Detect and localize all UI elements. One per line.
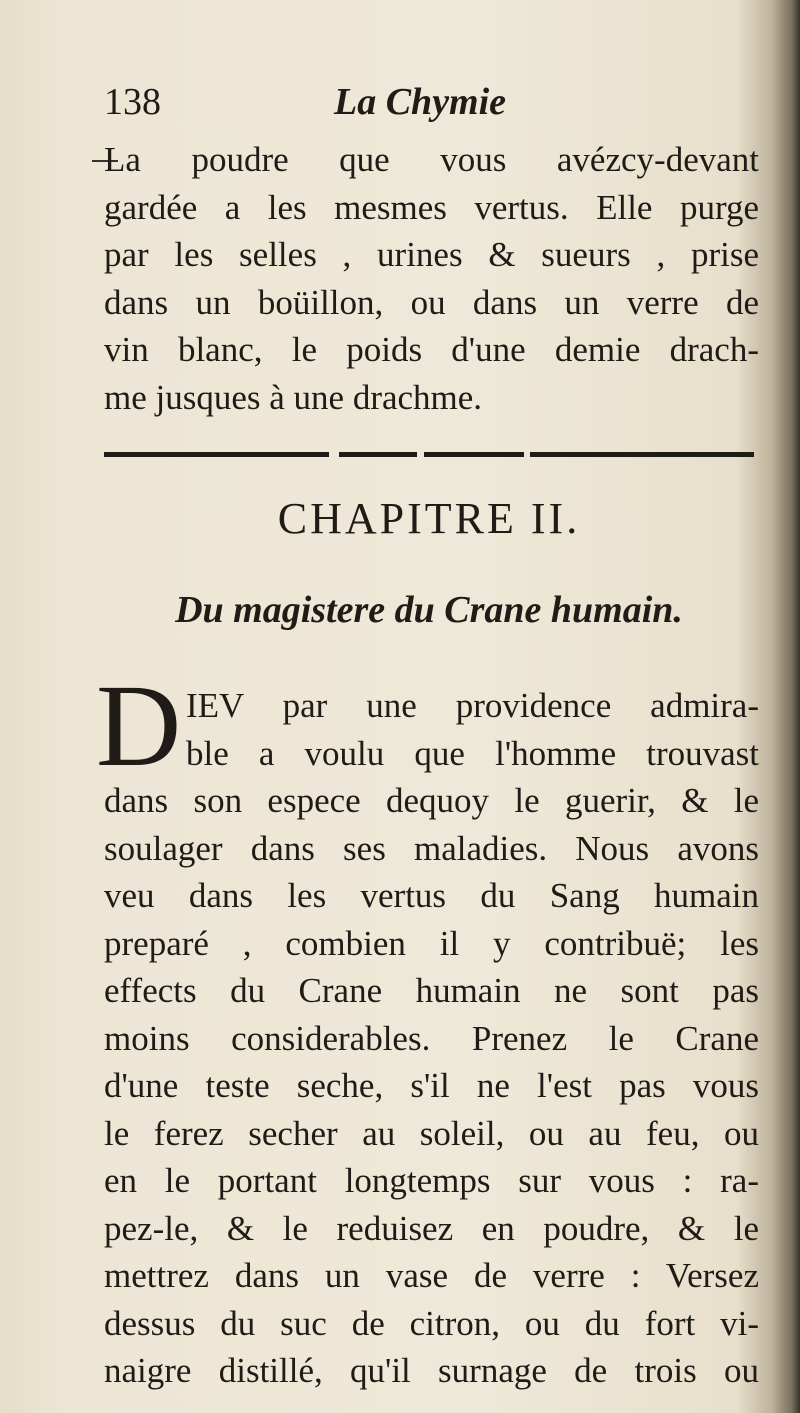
text-line: gardée a les mesmes vertus. Elle purge xyxy=(104,187,759,227)
text-line: veu dans les vertus du Sang humain xyxy=(104,876,759,915)
text-line: La poudre que vous avézcy-devant xyxy=(104,140,759,179)
text-line: soulager dans ses maladies. Nous avons xyxy=(104,828,759,868)
text-line: me jusques à une drachme. xyxy=(104,377,483,417)
text-line: pez-le, & le reduisez en poudre, & le xyxy=(104,1208,759,1248)
chapter-subtitle: Du magistere du Crane humain. xyxy=(175,589,683,631)
text-line: dans son espece dequoy le guerir, & le xyxy=(104,781,759,820)
text-line: par les selles , urines & sueurs , prise xyxy=(104,235,759,274)
text-line: d'une teste seche, s'il ne l'est pas vous xyxy=(104,1066,759,1105)
text-line: effects du Crane humain ne sont pas xyxy=(104,971,759,1010)
text-line: moins considerables. Prenez le Crane xyxy=(104,1018,759,1058)
page-number: 138 xyxy=(104,81,161,123)
chapter-heading: CHAPITRE II. xyxy=(277,494,581,543)
text-line: preparé , combien il y contribuë; les xyxy=(104,923,759,963)
section-divider-rule xyxy=(104,452,754,458)
text-line: ble a voulu que l'homme trouvast xyxy=(186,733,759,773)
paragraph-1 xyxy=(104,136,759,421)
text-line: en le portant longtemps sur vous : ra- xyxy=(104,1161,759,1200)
text-line: vin blanc, le poids d'une demie drach- xyxy=(104,330,759,369)
paragraph-2 xyxy=(104,682,759,1395)
page-edge-shadow xyxy=(772,0,800,1413)
text-line: IEV par une providence admira- xyxy=(186,686,759,725)
text-line: mettrez dans un vase de verre : Versez xyxy=(104,1256,759,1295)
text-line: naigre distillé, qu'il surnage de trois ou xyxy=(104,1351,759,1390)
page-header xyxy=(104,80,764,130)
running-head: La Chymie xyxy=(334,81,507,123)
text-line: le ferez secher au soleil, ou au feu, ou xyxy=(104,1113,759,1153)
text-line: dessus du suc de citron, ou du fort vi- xyxy=(104,1303,759,1343)
drop-cap: D xyxy=(96,660,182,791)
text-line: dans un boüillon, ou dans un verre de xyxy=(104,282,759,322)
